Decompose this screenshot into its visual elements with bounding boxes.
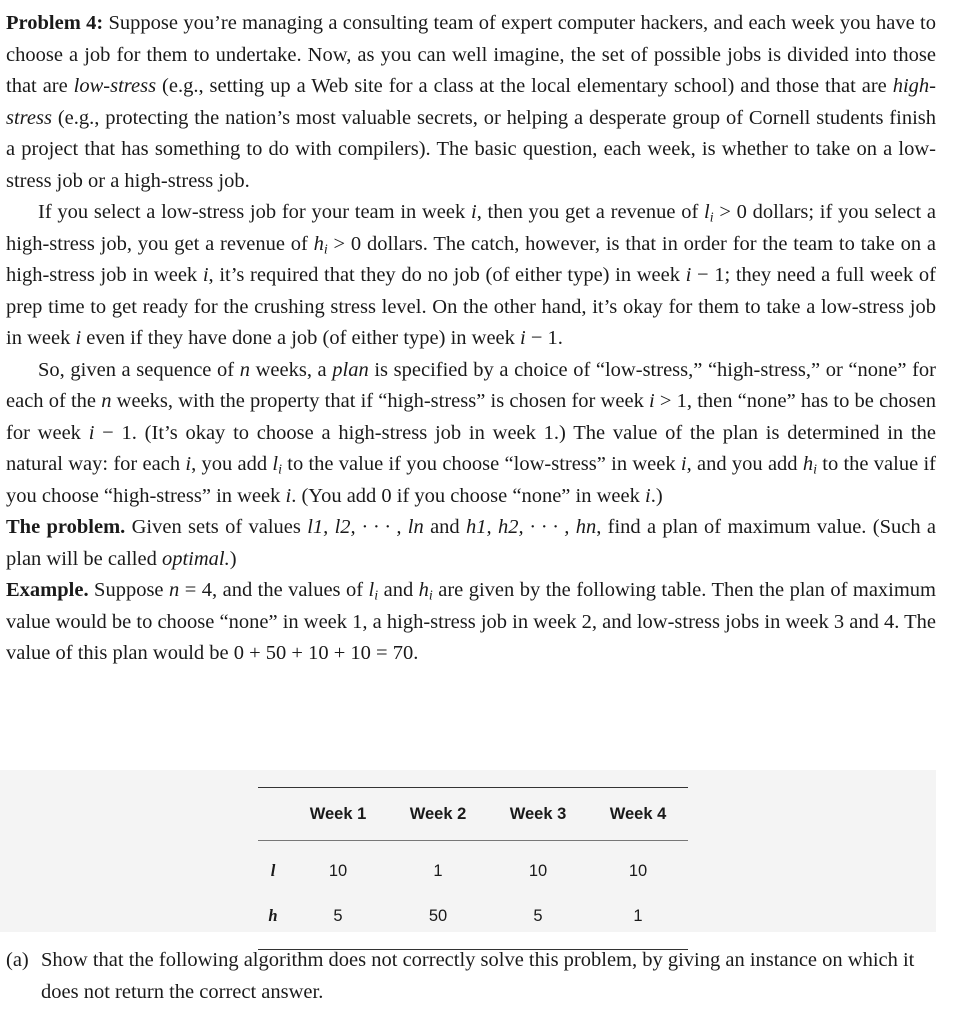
row-label: l — [270, 861, 276, 880]
paragraph-example: Example. Suppose n = 4, and the values of $l_i$ and $h_i$ are given by the following table. Then the plan of maximum value would be to choose “none” in week 1, a high-stress job in week 2, and low-stress jobs in week 3 and 4. The value of this plan would be 0 + 50 + 10 + 10 = 70. — [6, 579, 936, 664]
table-header: Week 4 — [588, 788, 688, 841]
table-cell: 5 — [288, 891, 388, 950]
table-header-row — [258, 788, 688, 841]
part-a-label: (a) — [6, 949, 29, 971]
paragraph-the-problem: The problem. Given sets of values l1, l2, · · · , ln and h1, h2, · · · , hn, find a plan of maximum value. (Such a plan will be called optimal.) — [6, 516, 936, 570]
table-header: Week 2 — [388, 788, 488, 841]
table-cell: 10 — [328, 861, 348, 880]
part-a-text: Show that the following algorithm does not correctly solve this problem, by giving an instance on which it does not return the correct answer. — [41, 949, 915, 1003]
table-cell: 50 — [388, 891, 488, 950]
table-header: Week 3 — [488, 788, 588, 841]
problem-heading: Problem 4: — [6, 12, 104, 34]
table-cell: 10 — [628, 861, 648, 880]
part-a — [6, 944, 936, 1008]
paragraph-plan: So, given a sequence of n weeks, a plan is specified by a choice of “low-stress,” “high-stress,” or “none” for each of the n weeks, with the property that if “high-stress” is chosen for week i > 1, then “none” has to be chosen for week i − 1. (It’s okay to choose a high-stress job in week 1.) The value of the plan is determined in the natural way: for each i, you add $l_i$ to the value if you choose “low-stress” in week i, and you add $h_i$ to the value if you choose “high-stress” in week i. (You add 0 if you choose “none” in week i.) — [6, 358, 937, 507]
table-cell: 5 — [488, 891, 588, 950]
paragraph-revenue: If you select a low-stress job for your team in week i, then you get a revenue of $l_i > 0$ dollars; if you select a high-stress job, you get a revenue of $h_i > 0$ dollars. The catch, however, is that in order for the team to take on a high-stress job in week i, it’s required that they do no job (of either type) in week i − 1; they need a full week of prep time to get ready for the crushing stress level. On the other hand, it’s okay for them to take a low-stress job in week i even if they have done a job (of either type) in week i − 1. — [6, 201, 937, 349]
example-table-area — [0, 770, 936, 932]
problem-text — [6, 8, 936, 670]
table-row — [258, 841, 688, 892]
table-cell: 1 — [433, 861, 443, 880]
example-table — [258, 787, 688, 950]
table-corner-cell — [258, 788, 288, 841]
table-row — [258, 891, 688, 950]
table-header: Week 1 — [288, 788, 388, 841]
the-problem-heading: The problem. — [6, 516, 126, 538]
example-heading: Example. — [6, 579, 89, 601]
table-cell: 10 — [528, 861, 548, 880]
table-cell: 1 — [588, 891, 688, 950]
paragraph-intro: Problem 4: Suppose you’re managing a consulting team of expert computer hackers, and each week you have to choose a job for them to undertake. Now, as you can well imagine, the set of possible jobs is divided into those that are low-stress (e.g., setting up a Web site for a class at the local elementary school) and those that are high-stress (e.g., protecting the nation’s most valuable secrets, or helping a desperate group of Cornell students finish a project that has something to do with compilers). The basic question, each week, is whether to take on a low-stress job or a high-stress job. — [6, 12, 936, 192]
row-label: h — [258, 891, 288, 950]
